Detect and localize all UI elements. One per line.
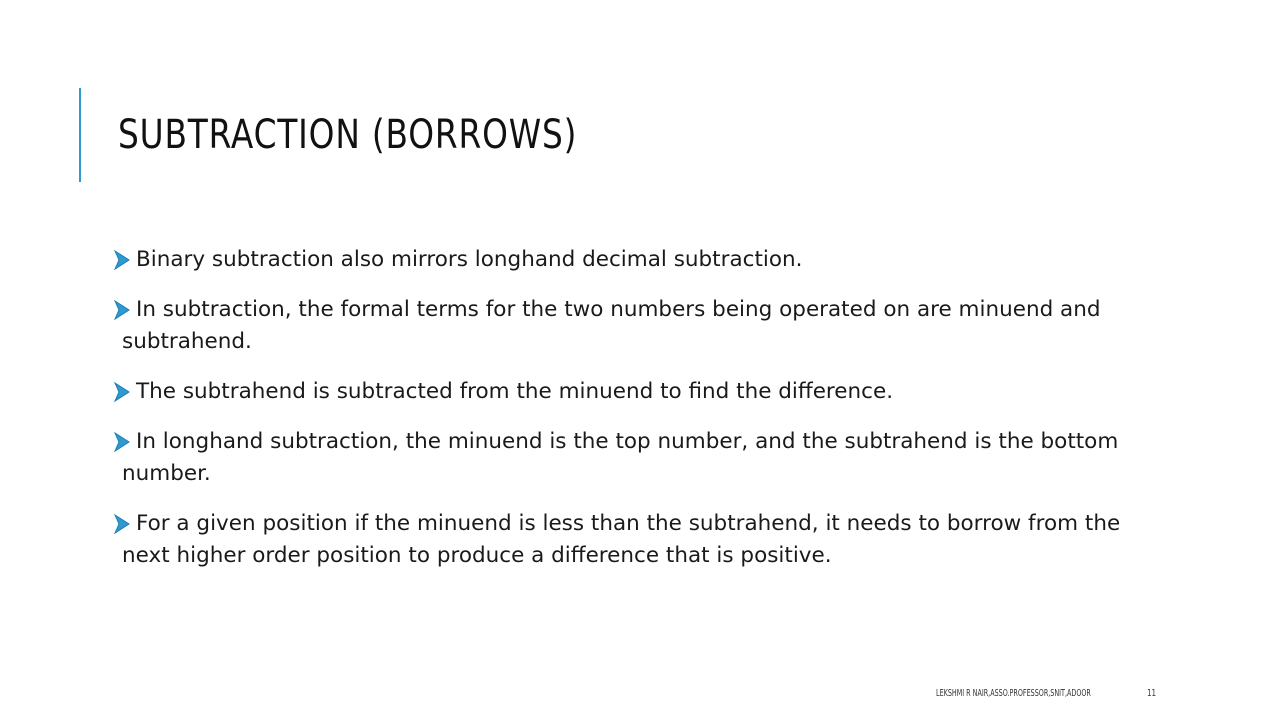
bullet-item [114,426,1154,490]
bullet-text: In subtraction, the formal terms for the two numbers being operated on are minuend and subtrahend. [122,297,1101,354]
slide-title: SUBTRACTION (BORROWS) [118,112,578,158]
title-accent-bar [79,88,81,182]
bullet-item [114,294,1154,358]
bullet-list [114,244,1154,590]
bullet-item [114,244,1154,276]
page-number: 11 [1147,688,1157,699]
arrowhead-bullet-icon [113,294,135,326]
bullet-item [114,508,1154,572]
footer-author: LEKSHMI R NAIR,ASSO.PROFESSOR,SNIT,ADOOR [936,688,1091,699]
bullet-text: In longhand subtraction, the minuend is the top number, and the subtrahend is the bottom number. [122,429,1119,486]
bullet-text: For a given position if the minuend is less than the subtrahend, it needs to borrow from the next higher order position to produce a difference that is positive. [122,511,1121,568]
bullet-item [114,376,1154,408]
arrowhead-bullet-icon [113,244,135,276]
bullet-text: The subtrahend is subtracted from the minuend to find the difference. [136,379,894,404]
arrowhead-bullet-icon [113,508,135,540]
arrowhead-bullet-icon [113,376,135,408]
arrowhead-bullet-icon [113,426,135,458]
bullet-text: Binary subtraction also mirrors longhand decimal subtraction. [136,247,803,272]
